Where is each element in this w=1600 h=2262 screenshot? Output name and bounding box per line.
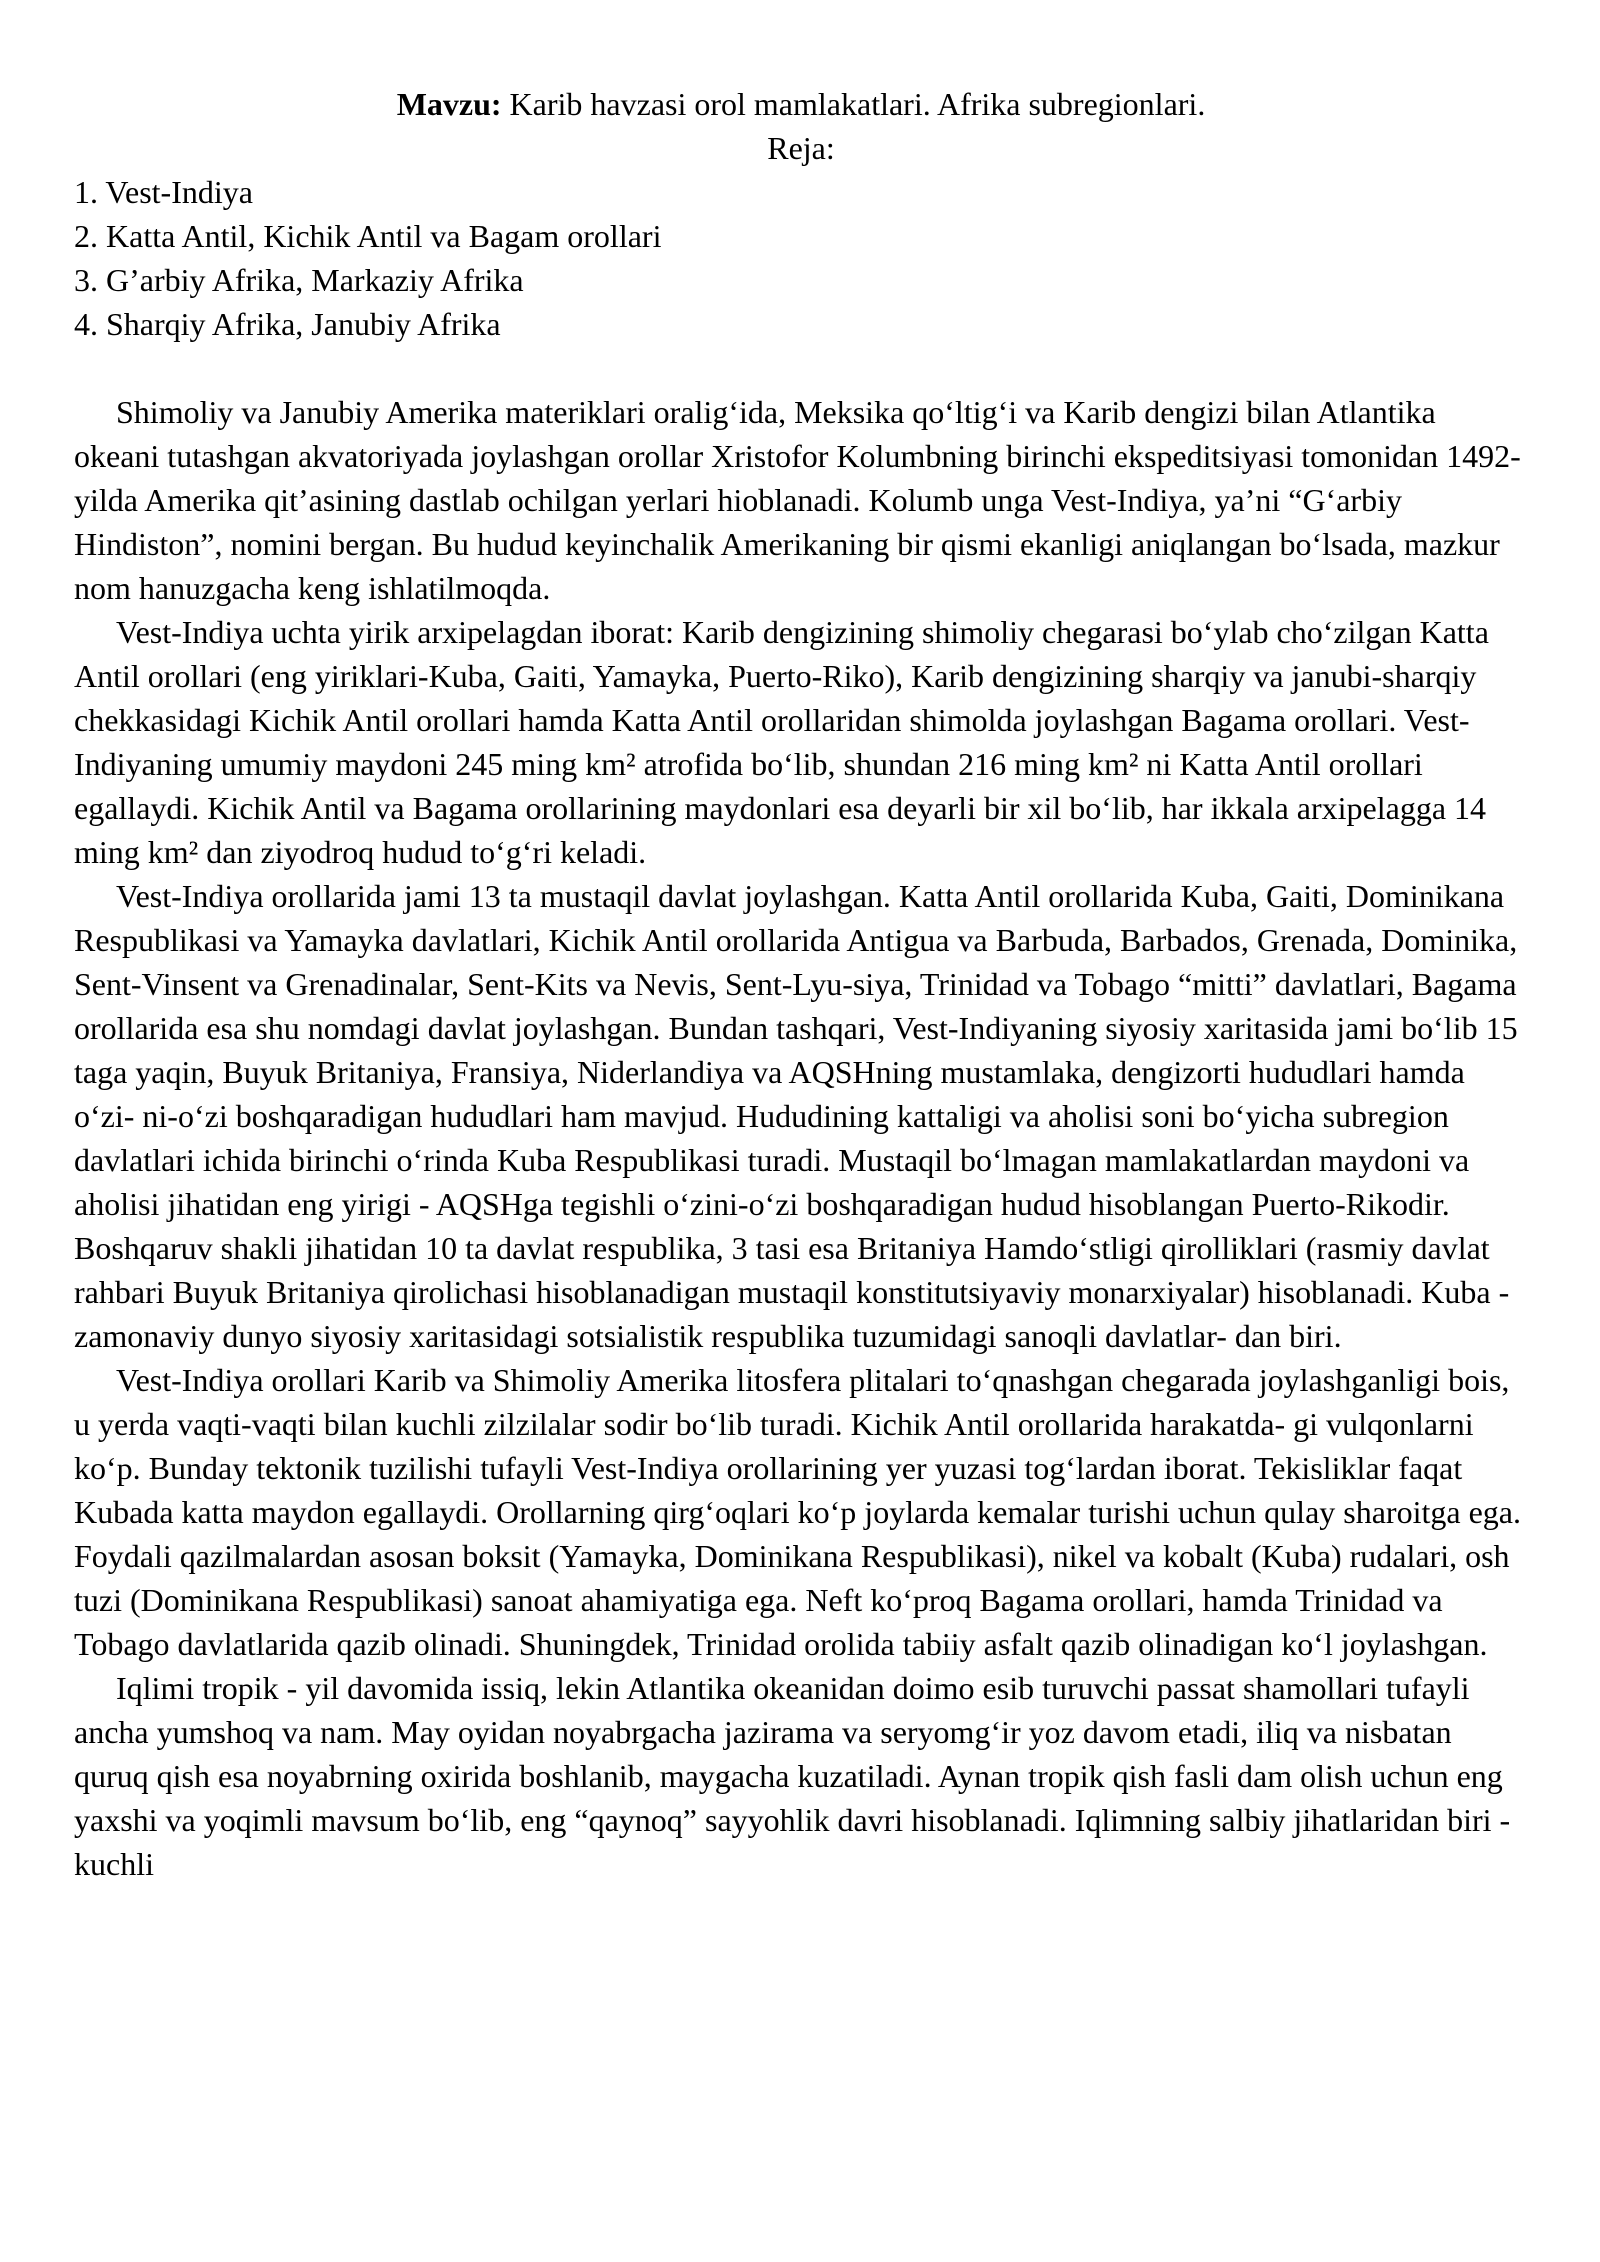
plan-heading: Reja: bbox=[767, 130, 835, 166]
plan-item-1: 1. Vest-Indiya bbox=[74, 174, 253, 210]
plan-list bbox=[74, 170, 1528, 346]
paragraph-4: Vest-Indiya orollari Karib va Shimoliy Amerika litosfera plitalari to‘qnashgan chegarada joylashganligi bois, u yerda vaqti-vaqti bilan kuchli zilzilalar sodir bo‘lib turadi. Kichik Antil orollarida harakatda- gi vulqonlarni ko‘p. Bunday tektonik tuzilishi tufayli Vest-Indiya orollarining yer yuzasi tog‘lardan iborat. Tekisliklar faqat Kubada katta maydon egallaydi. Orollarning qirg‘oqlari ko‘p joylarda kemalar turishi uchun qulay sharoitga ega. Foydali qazilmalardan asosan boksit (Yamayka, Dominikana Respublikasi), nikel va kobalt (Kuba) rudalari, osh tuzi (Dominikana Respublikasi) sanoat ahamiyatiga ega. Neft ko‘proq Bagama orollari, hamda Trinidad va Tobago davlatlarida qazib olinadi. Shuningdek, Trinidad orolida tabiiy asfalt qazib olinadigan ko‘l joylashgan. bbox=[74, 1362, 1521, 1662]
plan-item-3: 3. G’arbiy Afrika, Markaziy Afrika bbox=[74, 262, 524, 298]
plan-item-2: 2. Katta Antil, Kichik Antil va Bagam orollari bbox=[74, 218, 662, 254]
paragraph-3: Vest-Indiya orollarida jami 13 ta mustaqil davlat joylashgan. Katta Antil orollarida Kuba, Gaiti, Dominikana Respublikasi va Yamayka davlatlari, Kichik Antil orollarida Antigua va Barbuda, Barbados, Grenada, Dominika, Sent-Vinsent va Grenadinalar, Sent-Kits va Nevis, Sent-Lyu-siya, Trinidad va Tobago “mitti” davlatlari, Bagama orollarida esa shu nomdagi davlat joylashgan. Bundan tashqari, Vest-Indiyaning siyosiy xaritasida jami bo‘lib 15 taga yaqin, Buyuk Britaniya, Fransiya, Niderlandiya va AQSHning mustamlaka, dengizorti hududlari hamda o‘zi- ni-o‘zi boshqaradigan hududlari ham mavjud. Hududining kattaligi va aholisi soni bo‘yicha subregion davlatlari ichida birinchi o‘rinda Kuba Respublikasi turadi. Mustaqil bo‘lmagan mamlakatlardan maydoni va aholisi jihatidan eng yirigi - AQSHga tegishli o‘zini-o‘zi boshqaradigan hudud hisoblangan Puerto-Rikodir. Boshqaruv shakli jihatidan 10 ta davlat respublika, 3 tasi esa Britaniya Hamdo‘stligi qirolliklari (rasmiy davlat rahbari Buyuk Britaniya qirolichasi hisoblanadigan mustaqil konstitutsiyaviy monarxiyalar) hisoblanadi. Kuba - zamonaviy dunyo siyosiy xaritasidagi sotsialistik respublika tuzumidagi sanoqli davlatlar- dan biri. bbox=[74, 878, 1518, 1354]
title-label: Mavzu: bbox=[396, 86, 502, 122]
plan-item-4: 4. Sharqiy Afrika, Janubiy Afrika bbox=[74, 306, 501, 342]
paragraph-5: Iqlimi tropik - yil davomida issiq, lekin Atlantika okeanidan doimo esib turuvchi passat shamollari tufayli ancha yumshoq va nam. May oyidan noyabrgacha jazirama va seryomg‘ir yoz davom etadi, iliq va nisbatan quruq qish esa noyabrning oxirida boshlanib, maygacha kuzatiladi. Aynan tropik qish fasli dam olish uchun eng yaxshi va yoqimli mavsum bo‘lib, eng “qaynoq” sayyohlik davri hisoblanadi. Iqlimning salbiy jihatlaridan biri - kuchli bbox=[74, 1670, 1511, 1882]
title-text: Karib havzasi orol mamlakatlari. Afrika subregionlari. bbox=[509, 86, 1206, 122]
document-title bbox=[74, 82, 1528, 126]
paragraph-2: Vest-Indiya uchta yirik arxipelagdan iborat: Karib dengizining shimoliy chegarasi bo‘ylab cho‘zilgan Katta Antil orollari (eng yiriklari-Kuba, Gaiti, Yamayka, Puerto-Riko), Karib dengizining sharqiy va janubi-sharqiy chekkasidagi Kichik Antil orollari hamda Katta Antil orollaridan shimolda joylashgan Bagama orollari. Vest-Indiyaning umumiy maydoni 245 ming km² atrofida bo‘lib, shundan 216 ming km² ni Katta Antil orollari egallaydi. Kichik Antil va Bagama orollarining maydonlari esa deyarli bir xil bo‘lib, har ikkala arxipelagga 14 ming km² dan ziyodroq hudud to‘g‘ri keladi. bbox=[74, 614, 1489, 870]
document-body bbox=[74, 390, 1528, 1886]
paragraph-1: Shimoliy va Janubiy Amerika materiklari oralig‘ida, Meksika qo‘ltig‘i va Karib dengizi bilan Atlantika okeani tutashgan akvatoriyada joylashgan orollar Xristofor Kolumbning birinchi ekspeditsiyasi tomonidan 1492-yilda Amerika qit’asining dastlab ochilgan yerlari hioblanadi. Kolumb unga Vest-Indiya, ya’ni “G‘arbiy Hindiston”, nomini bergan. Bu hudud keyinchalik Amerikaning bir qismi ekanligi aniqlangan bo‘lsada, mazkur nom hanuzgacha keng ishlatilmoqda. bbox=[74, 394, 1521, 606]
